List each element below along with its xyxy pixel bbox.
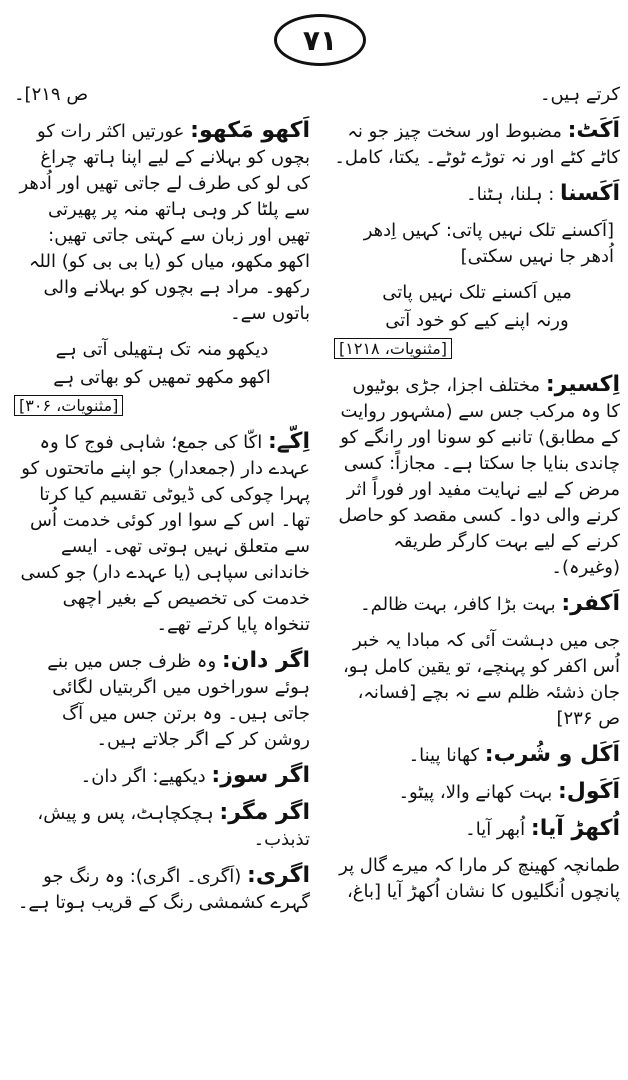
list-item (14, 118, 310, 327)
reference-text: [مثنویات، ۳۰۶] (14, 395, 123, 416)
list-item (14, 337, 310, 419)
headword: اِکسیر: (545, 372, 620, 397)
list-item (334, 280, 620, 362)
headword: اگری: (247, 863, 310, 888)
headword: اَکَٹ: (567, 118, 620, 143)
quote: جی میں دہشت آئی کہ مبادا یہ خبر اُس اکفر کو پہنچے، تو یقین کامل ہو، جان ذشئہ ظلم سے نہ بچے (342, 630, 620, 703)
reference: ص ۲۱۹]۔ (14, 84, 89, 105)
left-column (14, 82, 310, 1072)
list-item (334, 118, 620, 171)
definition: کرتے ہیں۔ (539, 84, 620, 105)
headword: اِکّے: (267, 429, 310, 454)
headword: اَکَول: (557, 779, 620, 804)
headword: اگر دان: (221, 648, 310, 673)
headword: اگر مگر: (219, 800, 310, 825)
list-item (334, 779, 620, 806)
list-item (334, 628, 620, 732)
list-item (334, 816, 620, 843)
quote: [اَکسنے تلک نہیں پاتی: کہیں اِدھر اُدھر جا نہیں سکتی] (363, 220, 614, 267)
reference (334, 336, 620, 362)
list-item (334, 181, 620, 208)
definition: دیکھیے: اگر دان۔ (80, 766, 206, 787)
headword: اَکفر: (561, 591, 620, 616)
definition: مختلف اجزا، جڑی بوٹیوں کا وہ مرکب جس سے (مشہور روایت کے مطابق) تانبے کو سونا اور رانگے کو چاندی بنایا جا سکتا ہے۔ مجازاً: کسی مرض کے لیے نہایت مفید اور فوراً اثر کرنے والی دوا۔ کسی مقصد کو حاصل کرنے کے لیے بہت کارگر طریقہ (وغیرہ)۔ (338, 375, 620, 578)
reference (14, 393, 310, 419)
headword: اَکَل و شُرب: (484, 742, 620, 767)
list-item (334, 82, 620, 108)
right-column (334, 82, 620, 1072)
list-item (14, 800, 310, 853)
headword: اُکھڑ آیا: (530, 816, 620, 841)
headword: اگر سوز: (211, 763, 310, 788)
list-item (14, 863, 310, 916)
definition: بہت بڑا کافر، بہت ظالم۔ (360, 594, 556, 615)
quote: طمانچہ کھینچ کر مارا کہ میرے گال پر پانچوں اُنگلیوں کا نشان اُکھڑ آیا (339, 855, 620, 902)
definition: (اَگری۔ اگری): وہ رنگ جو گہرے کشمشی رنگ کے قریب ہوتا ہے۔ (17, 866, 310, 913)
list-item (14, 763, 310, 790)
definition: : ہلنا، ہٹنا۔ (466, 184, 555, 205)
list-item (334, 742, 620, 769)
list-item (334, 853, 620, 905)
list-item (334, 372, 620, 581)
list-item (334, 591, 620, 618)
definition: بہت کھانے والا، پیٹو۔ (398, 782, 553, 803)
list-item (14, 429, 310, 638)
definition: کھانا پینا۔ (408, 745, 480, 766)
definition: اکّا کی جمع؛ شاہی فوج کا وہ عہدے دار (جمعدار) جو اپنے ماتحتوں کو پہرا چوکی کی ڈیوٹی تقسیم کیا کرتا تھا۔ اس کے سوا اور کوئی خدمت اُس سے متعلق نہیں ہوتی تھی۔ ایسے خاندانی سپاہی (یا عہدے دار) جو کسی خدمت کی تخصیص کے بغیر اچھی تنخواہ پایا کرتے تھے۔ (20, 432, 310, 635)
reference: [فسانہ، ص ۲۳۶] (357, 682, 620, 729)
verse-line: ورنہ اپنے کیے کو خود آتی (385, 310, 569, 331)
verse-line: اکھو مکھو تمھیں کو بھاتی ہے (53, 367, 271, 388)
verse-line: دیکھو منہ تک ہتھیلی آتی ہے (55, 339, 269, 360)
definition: ہچکچاہٹ، پس و پیش، تذبذب۔ (37, 803, 310, 850)
definition: عورتیں اکثر رات کو بچوں کو بہلانے کے لیے اپنا ہاتھ چراغ کی لو کی طرف لے جاتی تھیں اور اُدھر سے پلٹا کر وہی ہاتھ منہ پر پھیرتی تھیں اور زبان سے کہتی جاتی تھیں: اکھو مکھو، میاں کو (یا بی بی کو) اللہ رکھو۔ مراد ہے بچوں کو بہلانے والی باتوں سے۔ (19, 121, 310, 324)
reference: [باغ، (346, 881, 382, 902)
definition: مضبوط اور سخت چیز جو نہ کاٹے کٹے اور نہ توڑے ٹوٹے۔ یکتا، کامل۔ (334, 121, 620, 168)
list-item (334, 218, 620, 270)
definition: اُبھر آیا۔ (465, 819, 526, 840)
list-item (14, 648, 310, 753)
verse-line: میں اَکسنے تلک نہیں پاتی (382, 282, 572, 303)
definition: وہ ظرف جس میں بنے ہوئے سوراخوں میں اگربتیاں لگائی جاتی ہیں۔ وہ برتن جس میں آگ روشن کر کے اگر جلاتے ہیں۔ (47, 651, 310, 750)
reference-text: [مثنویات، ۱۲۱۸] (334, 338, 452, 359)
headword: اَکَسنا (560, 181, 620, 206)
page-number: ۷۱ (274, 14, 366, 66)
headword: اَکھو مَکھو: (190, 118, 310, 143)
list-item (14, 82, 310, 108)
